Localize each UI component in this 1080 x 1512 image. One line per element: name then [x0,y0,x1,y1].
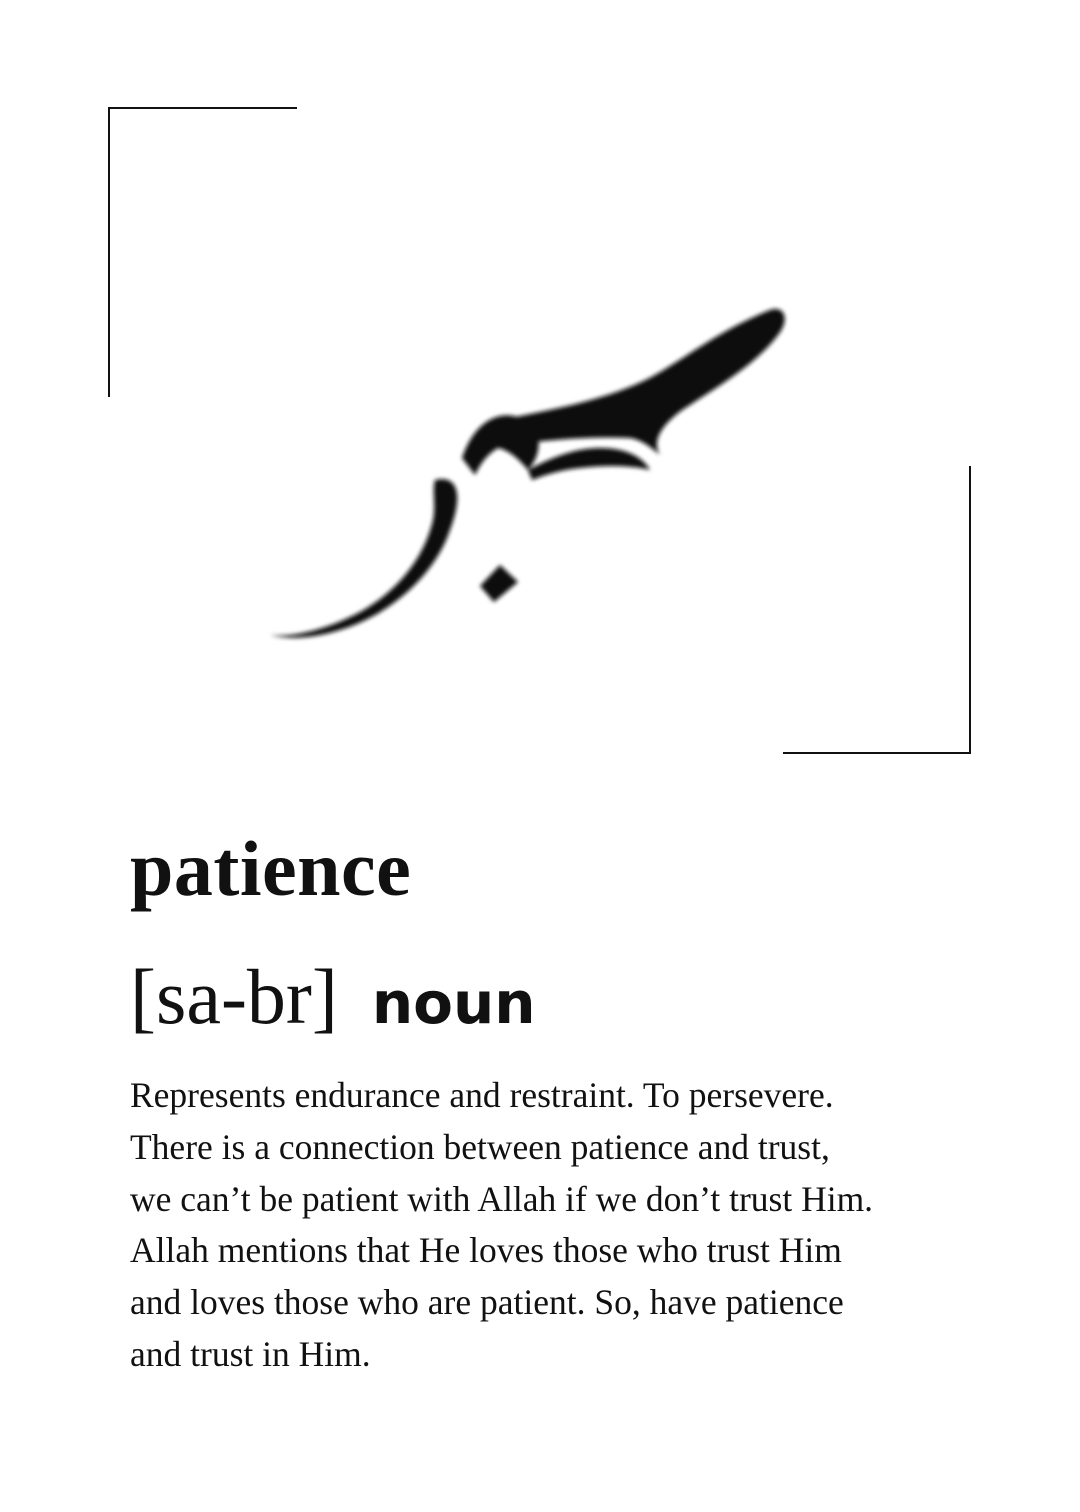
frame-corner-top-left-horizontal [108,107,297,109]
definition-line: and loves those who are patient. So, have patience [130,1282,844,1323]
definition-text [130,1070,1010,1381]
calligraphy-stroke-tail [270,479,457,638]
arabic-calligraphy-sabr [250,290,810,670]
frame-corner-top-left-vertical [108,107,110,397]
calligraphy-stroke-middle [462,415,539,475]
entry-word: patience [130,825,412,912]
definition-line: and trust in Him. [130,1333,371,1374]
definition-line: Represents endurance and restraint. To persevere. [130,1075,834,1115]
part-of-speech: noun [371,969,536,1037]
pronunciation: [sa-br] [130,953,338,1040]
calligraphy-stroke-teeth [528,448,650,480]
frame-corner-bottom-right-horizontal [783,752,971,754]
definition-line: we can’t be patient with Allah if we don’t trust Him. [130,1178,874,1219]
calligraphy-dot [480,565,518,602]
calligraphy-drawing [250,290,810,670]
calligraphy-stroke-upper [500,309,785,455]
pronunciation-line [130,953,536,1048]
frame-corner-bottom-right-vertical [969,466,971,754]
definition-line: There is a connection between patience and trust, [130,1126,830,1167]
definition-line: Allah mentions that He loves those who trust Him [130,1230,842,1271]
